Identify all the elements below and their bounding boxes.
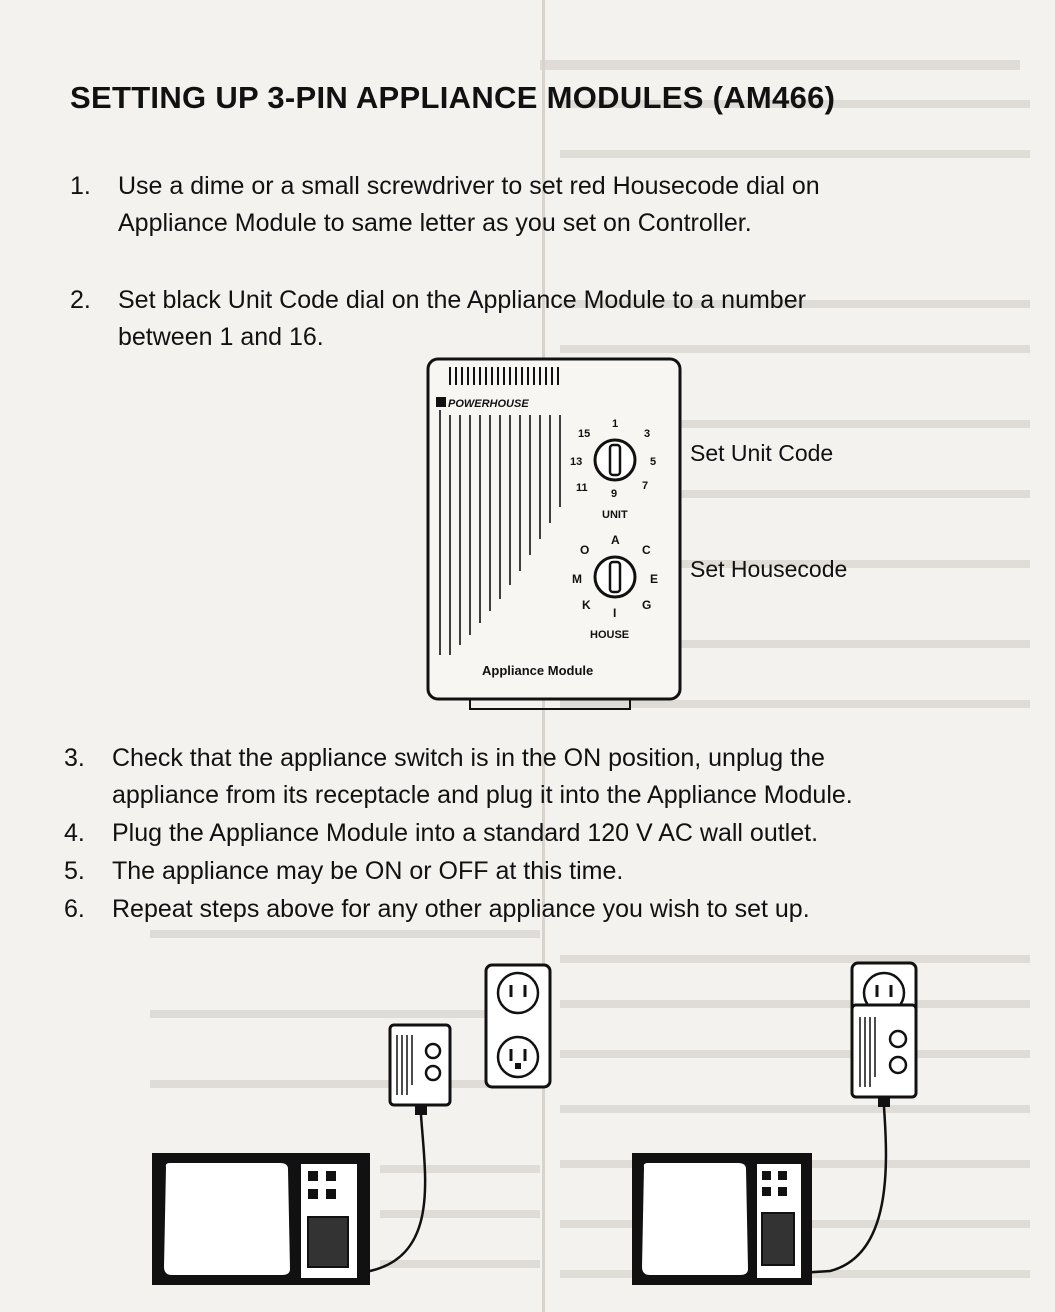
svg-text:3: 3 (644, 428, 651, 440)
svg-text:11: 11 (576, 482, 588, 494)
step-text-line: Check that the appliance switch is in the ON position, unplug the (112, 744, 825, 772)
svg-text:E: E (650, 572, 659, 586)
appliance-module-icon (852, 1005, 916, 1107)
step-number: 6. (64, 895, 85, 923)
svg-text:13: 13 (570, 456, 583, 468)
setup-illustration-after (620, 955, 1040, 1295)
module-name-text: Appliance Module (482, 663, 594, 678)
svg-text:7: 7 (642, 480, 649, 492)
svg-text:O: O (580, 543, 590, 557)
svg-text:15: 15 (578, 428, 591, 440)
svg-text:9: 9 (611, 488, 618, 500)
house-label: HOUSE (590, 629, 630, 641)
svg-text:5: 5 (650, 456, 657, 468)
step-text-line: between 1 and 16. (118, 323, 324, 351)
svg-text:K: K (582, 598, 591, 612)
television-icon (632, 1153, 812, 1285)
step-text-line: The appliance may be ON or OFF at this time. (112, 857, 624, 885)
unit-label: UNIT (602, 509, 628, 521)
step-number: 3. (64, 744, 85, 772)
wall-outlet-icon (486, 965, 550, 1087)
set-unit-code-label: Set Unit Code (690, 440, 834, 466)
step-number: 4. (64, 819, 85, 847)
setup-illustration-before (140, 955, 560, 1295)
svg-text:A: A (611, 533, 620, 547)
step-text-line: Use a dime or a small screwdriver to set red Housecode dial on (118, 172, 820, 200)
appliance-module-illustration (420, 355, 690, 715)
page-title: SETTING UP 3-PIN APPLIANCE MODULES (AM466) (70, 80, 836, 115)
step-number: 1. (70, 172, 91, 200)
step-text-line: Appliance Module to same letter as you set on Controller. (118, 209, 752, 237)
brand-logo-icon (436, 397, 446, 407)
svg-text:M: M (572, 572, 582, 586)
brand-logo-text: POWERHOUSE (448, 398, 529, 410)
step-text-line: Plug the Appliance Module into a standard 120 V AC wall outlet. (112, 819, 819, 847)
svg-text:C: C (642, 543, 651, 557)
svg-text:I: I (613, 606, 617, 620)
set-housecode-label: Set Housecode (690, 556, 848, 582)
television-icon (152, 1153, 370, 1285)
svg-text:G: G (642, 598, 652, 612)
step-number: 2. (70, 286, 91, 314)
step-number: 5. (64, 857, 85, 885)
svg-text:1: 1 (612, 418, 619, 430)
step-text-line: appliance from its receptacle and plug it into the Appliance Module. (112, 781, 853, 809)
appliance-module-icon (390, 1025, 450, 1115)
step-text-line: Repeat steps above for any other appliance you wish to set up. (112, 895, 810, 923)
step-text-line: Set black Unit Code dial on the Appliance Module to a number (118, 286, 806, 314)
